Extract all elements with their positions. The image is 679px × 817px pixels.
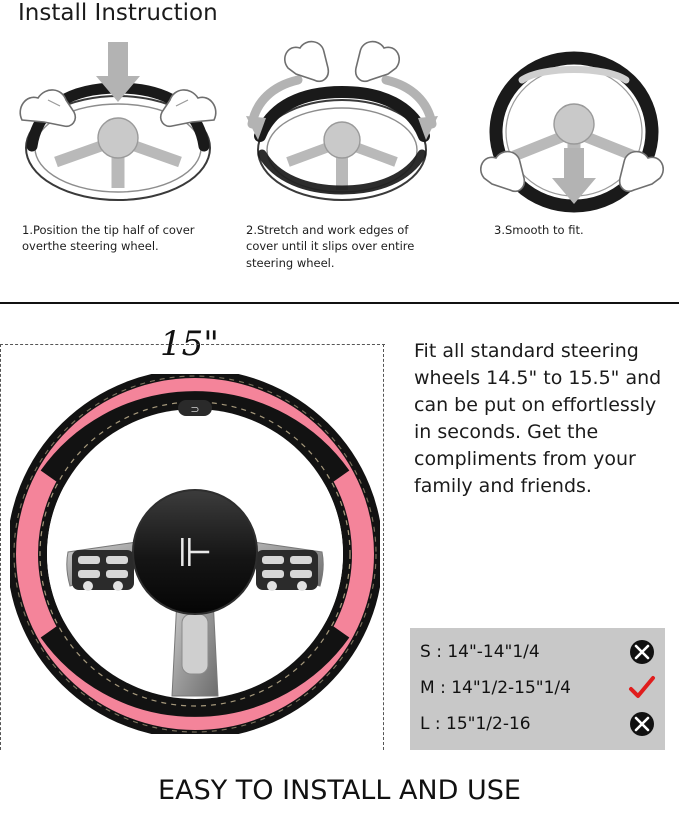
- size-row-s-label: S : 14"-14"1/4: [420, 642, 540, 662]
- product-photo: [10, 374, 380, 734]
- measure-guide-left: [0, 344, 1, 750]
- size-row-s[interactable]: [420, 634, 657, 670]
- right-button-pad: [256, 550, 318, 591]
- check-icon: [627, 673, 657, 703]
- cross-icon: [627, 709, 657, 739]
- size-row-l[interactable]: [420, 706, 657, 742]
- hands-placing-cover-on-wheel-icon: [8, 28, 228, 218]
- footer-tagline: EASY TO INSTALL AND USE: [158, 775, 521, 806]
- steering-wheel-cover-illustration: [10, 374, 380, 734]
- measure-guide-top: [0, 344, 385, 345]
- dimension-label: 15": [160, 324, 219, 364]
- install-step-1: [8, 28, 228, 255]
- install-step-2-caption: 2.Stretch and work edges of cover until it slips over entire steering wheel.: [246, 223, 415, 270]
- svg-text:⊩: ⊩: [177, 530, 213, 576]
- install-step-3-caption: 3.Smooth to fit.: [494, 223, 584, 237]
- cross-icon: [627, 637, 657, 667]
- size-row-m-label: M : 14"1/2-15"1/4: [420, 678, 571, 698]
- hands-smoothing-cover-down-arrow-icon: [462, 28, 679, 218]
- size-row-l-label: L : 15"1/2-16: [420, 714, 531, 734]
- page-title: Install Instruction: [18, 0, 218, 26]
- hands-stretching-cover-arrows-icon: [232, 28, 452, 218]
- description-text: Fit all standard steering wheels 14.5" to 15.5" and can be put on effortlessly in seconds. Get the compliments from your family and friends.: [414, 340, 662, 497]
- measurement-section: [0, 312, 410, 752]
- install-steps: [0, 28, 679, 298]
- install-step-3: [462, 28, 679, 238]
- install-step-2: [232, 28, 452, 271]
- size-table: [410, 628, 665, 750]
- measure-guide-right: [383, 344, 384, 750]
- size-row-m[interactable]: [420, 670, 657, 706]
- svg-text:⊃: ⊃: [190, 403, 200, 416]
- section-divider: [0, 302, 679, 304]
- left-button-pad: [72, 550, 134, 591]
- install-step-1-caption: 1.Position the tip half of cover overthe steering wheel.: [22, 223, 195, 254]
